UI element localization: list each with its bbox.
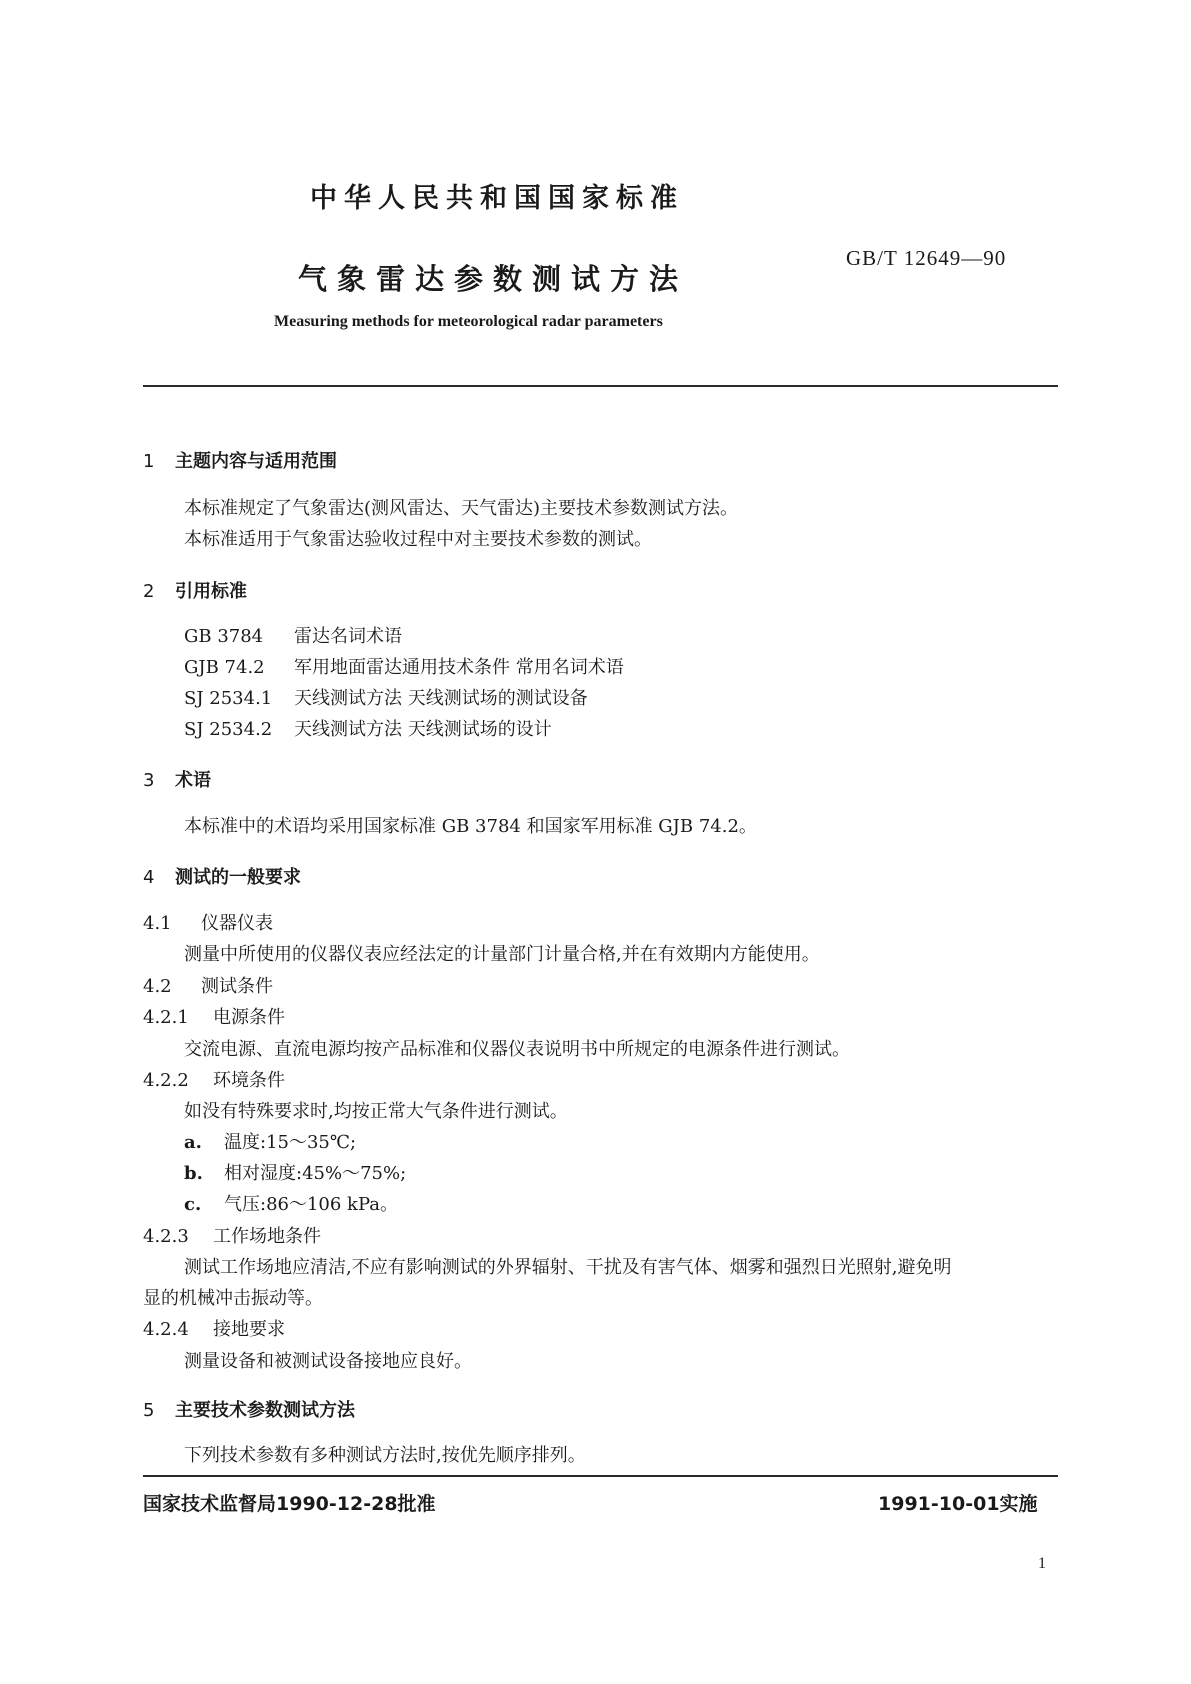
subsection-number: 4.2.1 [143, 1007, 189, 1028]
list-item [184, 1190, 398, 1216]
list-text: 气压:86～106 kPa。 [224, 1194, 398, 1215]
reference-code: SJ 2534.2 [184, 719, 273, 740]
section-title: 术语 [175, 770, 211, 791]
section-title: 主题内容与适用范围 [175, 451, 337, 472]
paragraph: 本标准适用于气象雷达验收过程中对主要技术参数的测试。 [184, 529, 652, 550]
section-title: 测试的一般要求 [175, 867, 301, 888]
standard-code: GB/T 12649—90 [846, 246, 1007, 270]
document-title-cn: 气象雷达参数测试方法 [298, 262, 689, 296]
subsection-number: 4.2.2 [143, 1070, 189, 1091]
document-title-en: Measuring methods for meteorological radar parameters [274, 313, 663, 330]
reference-title: 雷达名词术语 [294, 626, 402, 647]
subsection-4-1-heading [143, 909, 273, 935]
subsection-title: 测试条件 [201, 976, 273, 997]
subsection-4-2-3-heading [143, 1222, 321, 1248]
paragraph: 本标准规定了气象雷达(测风雷达、天气雷达)主要技术参数测试方法。 [184, 498, 739, 519]
paragraph: 本标准中的术语均采用国家标准 GB 3784 和国家军用标准 GJB 74.2。 [184, 816, 757, 837]
subsection-number: 4.2.3 [143, 1226, 189, 1247]
implementation-date: 1991-10-01实施 [878, 1493, 1038, 1515]
list-item [184, 1128, 356, 1154]
list-text: 温度:15～35℃; [224, 1132, 357, 1153]
national-standard-heading: 中华人民共和国国家标准 [310, 183, 684, 214]
header-divider [143, 385, 1058, 387]
list-text: 相对湿度:45%～75%; [224, 1163, 407, 1184]
subsection-title: 接地要求 [213, 1319, 285, 1340]
subsection-number: 4.1 [143, 913, 172, 934]
list-marker: c. [184, 1194, 202, 1215]
paragraph: 测量中所使用的仪器仪表应经法定的计量部门计量合格,并在有效期内方能使用。 [184, 944, 820, 965]
section-3-heading [143, 766, 211, 792]
subsection-4-2-1-heading [143, 1003, 285, 1029]
reference-item [184, 715, 552, 741]
subsection-4-2-heading [143, 972, 273, 998]
section-number: 5 [143, 1400, 155, 1421]
section-1-heading [143, 447, 337, 473]
paragraph: 交流电源、直流电源均按产品标准和仪器仪表说明书中所规定的电源条件进行测试。 [184, 1039, 850, 1060]
subsection-title: 仪器仪表 [201, 913, 273, 934]
section-4-heading [143, 863, 301, 889]
paragraph: 如没有特殊要求时,均按正常大气条件进行测试。 [184, 1101, 568, 1122]
subsection-4-2-4-heading [143, 1315, 285, 1341]
reference-title: 天线测试方法 天线测试场的设计 [294, 719, 552, 740]
section-2-heading [143, 577, 247, 603]
paragraph-continuation: 显的机械冲击振动等。 [143, 1288, 323, 1309]
reference-item [184, 622, 402, 648]
list-marker: b. [184, 1163, 203, 1184]
subsection-title: 工作场地条件 [213, 1226, 321, 1247]
reference-item [184, 684, 588, 710]
list-item [184, 1159, 406, 1185]
section-number: 1 [143, 451, 155, 472]
section-number: 4 [143, 867, 155, 888]
reference-code: GJB 74.2 [184, 657, 265, 678]
paragraph: 测量设备和被测试设备接地应良好。 [184, 1351, 472, 1372]
subsection-title: 环境条件 [213, 1070, 285, 1091]
reference-item [184, 653, 624, 679]
section-number: 2 [143, 581, 155, 602]
section-title: 引用标准 [175, 581, 247, 602]
page-number: 1 [1038, 1555, 1046, 1572]
footer-divider [143, 1475, 1058, 1477]
subsection-4-2-2-heading [143, 1066, 285, 1092]
subsection-number: 4.2.4 [143, 1319, 189, 1340]
reference-code: GB 3784 [184, 626, 264, 647]
approval-note: 国家技术监督局1990-12-28批准 [143, 1493, 436, 1515]
subsection-title: 电源条件 [213, 1007, 285, 1028]
paragraph: 测试工作场地应清洁,不应有影响测试的外界辐射、干扰及有害气体、烟雾和强烈日光照射,避免明 [184, 1257, 952, 1278]
section-number: 3 [143, 770, 155, 791]
reference-title: 军用地面雷达通用技术条件 常用名词术语 [294, 657, 624, 678]
section-5-heading [143, 1396, 355, 1422]
reference-title: 天线测试方法 天线测试场的测试设备 [294, 688, 588, 709]
subsection-number: 4.2 [143, 976, 172, 997]
paragraph: 下列技术参数有多种测试方法时,按优先顺序排列。 [184, 1445, 586, 1466]
section-title: 主要技术参数测试方法 [175, 1400, 355, 1421]
list-marker: a. [184, 1132, 202, 1153]
reference-code: SJ 2534.1 [184, 688, 273, 709]
